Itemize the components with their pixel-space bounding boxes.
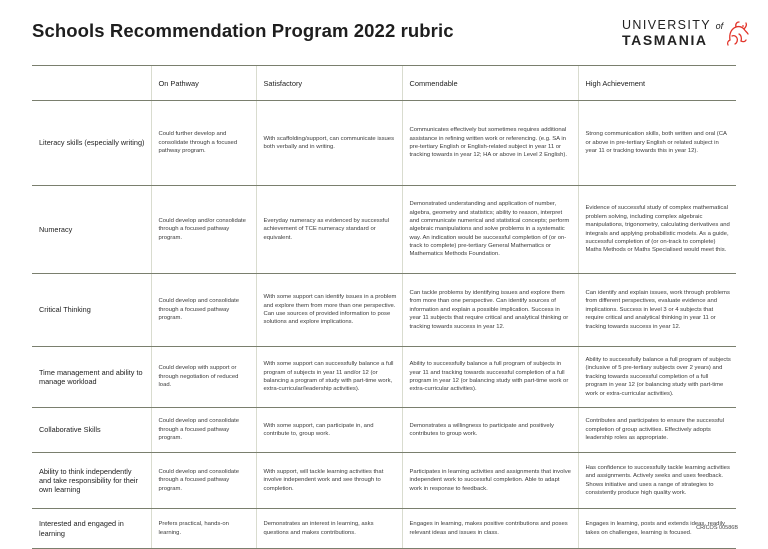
criterion-critical-thinking: Critical Thinking <box>32 274 151 347</box>
criterion-collaborative: Collaborative Skills <box>32 408 151 453</box>
cell-satisfactory: With some support can identify issues in a problem and explore them from more than one perspective. Can use sources of provided information to pose solutions and explore implications. <box>256 274 402 347</box>
university-logo <box>622 16 750 48</box>
logo-of-text: of <box>715 21 724 31</box>
cell-satisfactory: Demonstrates an interest in learning, asks questions and makes contributions. <box>256 509 402 549</box>
cell-on-pathway: Could further develop and consolidate through a focused pathway program. <box>151 101 256 186</box>
criterion-numeracy: Numeracy <box>32 186 151 274</box>
cell-commendable: Communicates effectively but sometimes requires additional assistance in refining written work or referencing. (e.g. SA in pre-tertiary English or English-related subject in year 11 or tracking towards in year 12; HA or above in Level 2 English). <box>402 101 578 186</box>
cell-high-achievement: Can identify and explain issues, work through problems from different perspectives, evaluate evidence and implications. Success in level 3 or 4 subjects that require critical and analytical thinking in year 11 or tracking towards success in year 12. <box>578 274 736 347</box>
header-criterion <box>32 66 151 101</box>
table-row <box>32 186 736 274</box>
cell-commendable: Participates in learning activities and assignments that involve independent work to successful completion. Able to adapt work in response to feedback. <box>402 453 578 509</box>
cell-on-pathway: Prefers practical, hands-on learning. <box>151 509 256 549</box>
cell-high-achievement: Evidence of successful study of complex mathematical problem solving, including complex algebraic manipulations, trigonometry, calculating derivatives and integrals and applying probabilistic models. As a guide, successful completion of (or on-track to complete) Maths Methods or Maths Specialised would meet this. <box>578 186 736 274</box>
criterion-engagement: Interested and engaged in learning <box>32 509 151 549</box>
cell-satisfactory: Everyday numeracy as evidenced by successful achievement of TCE numeracy standard or equivalent. <box>256 186 402 274</box>
table-row <box>32 274 736 347</box>
header-row <box>32 66 736 101</box>
table-row <box>32 101 736 186</box>
cricos-code: CRICOS 00586B <box>696 525 738 531</box>
cell-commendable: Can tackle problems by identifying issues and explore them from more than one perspective. Can identify sources of information and explain a possible implication. Success in year 11 subjects that require critical and analytical thinking or tracking towards success in year 12. <box>402 274 578 347</box>
criterion-time-management: Time management and ability to manage workload <box>32 347 151 408</box>
cell-high-achievement: Ability to successfully balance a full program of subjects (inclusive of 5 pre-tertiary subjects over 2 years) and tracking towards successful completion of a full program in year 12 (or balancing study with part-time work or extra-curricular activities). <box>578 347 736 408</box>
criterion-literacy: Literacy skills (especially writing) <box>32 101 151 186</box>
page-title: Schools Recommendation Program 2022 rubric <box>32 20 454 41</box>
rubric-table <box>32 65 736 549</box>
cell-commendable: Demonstrated understanding and application of number, algebra, geometry and statistics; ability to reason, interpret and communicate numerical and statistical concepts; perform algebraic manipulations and solve problems in a systematic way. An indication would be successful completion of (or on-track to complete) pre-tertiary General Mathematics or Mathematics Methods Foundation. <box>402 186 578 274</box>
criterion-independent-learning: Ability to think independently and take responsibility for their own learning <box>32 453 151 509</box>
cell-on-pathway: Could develop and/or consolidate through a focused pathway program. <box>151 186 256 274</box>
cell-satisfactory: With some support, can participate in, and contribute to, group work. <box>256 408 402 453</box>
table-row <box>32 453 736 509</box>
cell-commendable: Engages in learning, makes positive contributions and poses relevant ideas and issues in class. <box>402 509 578 549</box>
cell-high-achievement: Has confidence to successfully tackle learning activities and assignments. Actively seeks and uses feedback. Shows initiative and uses a range of strategies to consistently produce high quality work. <box>578 453 736 509</box>
cell-on-pathway: Could develop and consolidate through a focused pathway program. <box>151 408 256 453</box>
cell-commendable: Demonstrates a willingness to participate and positively contributes to group work. <box>402 408 578 453</box>
cell-on-pathway: Could develop and consolidate through a focused pathway program. <box>151 453 256 509</box>
header-satisfactory: Satisfactory <box>256 66 402 101</box>
lion-crest-icon <box>726 20 750 46</box>
cell-satisfactory: With support, will tackle learning activities that involve independent work and see through to completion. <box>256 453 402 509</box>
cell-satisfactory: With scaffolding/support, can communicate issues both verbally and in writing. <box>256 101 402 186</box>
header-high-achievement: High Achievement <box>578 66 736 101</box>
logo-tasmania-text: TASMANIA <box>622 32 708 48</box>
cell-satisfactory: With some support can successfully balance a full program of subjects in year 11 and/or 12 (or balancing a program of study with part-time work, extra-curricular/leadership activities). <box>256 347 402 408</box>
cell-high-achievement: Strong communication skills, both written and oral (CA or above in pre-tertiary English or related subject in year 11 or tracking towards this in year 12). <box>578 101 736 186</box>
header-commendable: Commendable <box>402 66 578 101</box>
cell-on-pathway: Could develop with support or through negotiation of reduced load. <box>151 347 256 408</box>
cell-commendable: Ability to successfully balance a full program of subjects in year 11 and tracking towards successful completion of a full program in year 12 (or balancing study with part-time work or extra-curricular activities). <box>402 347 578 408</box>
table-row <box>32 347 736 408</box>
logo-university-text: UNIVERSITY <box>622 18 711 32</box>
table-row <box>32 408 736 453</box>
cell-on-pathway: Could develop and consolidate through a focused pathway program. <box>151 274 256 347</box>
cell-high-achievement: Contributes and participates to ensure the successful completion of group activities. Effectively adopts leadership roles as appropriate. <box>578 408 736 453</box>
cell-high-achievement: Engages in learning, posts and extends ideas, readily takes on challenges, learning is focused. <box>578 509 736 549</box>
header-on-pathway: On Pathway <box>151 66 256 101</box>
